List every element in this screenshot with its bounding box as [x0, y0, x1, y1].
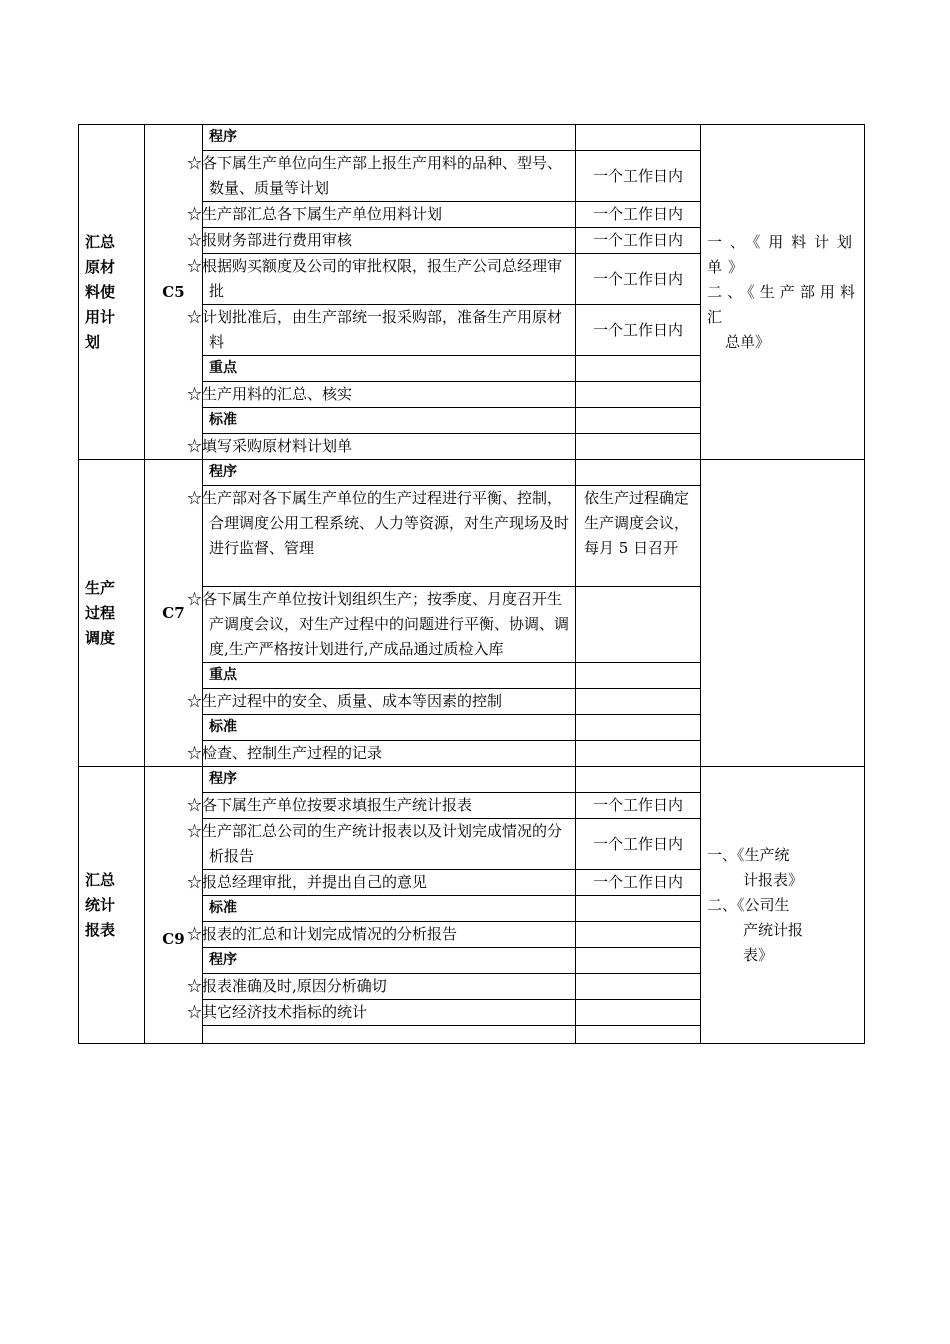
row-time: 一个工作日内 [576, 151, 701, 202]
section-name-line: 划 [85, 332, 101, 351]
row-time [576, 663, 701, 689]
section-docs [701, 460, 865, 767]
row-text: ☆检查、控制生产过程的记录 [203, 741, 576, 767]
section-name-line: 统计 [85, 895, 116, 914]
row-text: ☆报财务部进行费用审核 [203, 228, 576, 254]
table-row [79, 125, 865, 151]
row-time: 一个工作日内 [576, 819, 701, 870]
row-text: ☆计划批准后，由生产部统一报采购部，准备生产用原材料 [203, 305, 576, 356]
section-name-line: 调度 [85, 628, 116, 647]
row-text: ☆报表准确及时,原因分析确切 [203, 974, 576, 1000]
row-text: ☆生产过程中的安全、质量、成本等因素的控制 [203, 689, 576, 715]
doc-line: 一、《生产统 [707, 845, 790, 864]
row-heading: 程序 [203, 948, 576, 974]
section-docs [701, 767, 865, 1044]
section-name-line: 过程 [85, 603, 116, 622]
row-time [576, 125, 701, 151]
row-text: ☆各下属生产单位按要求填报生产统计报表 [203, 793, 576, 819]
table-row [79, 460, 865, 486]
row-time [576, 948, 701, 974]
table-row [79, 767, 865, 793]
section-name-line: 生产 [85, 578, 116, 597]
row-time [576, 689, 701, 715]
row-text: ☆报表的汇总和计划完成情况的分析报告 [203, 922, 576, 948]
row-heading: 重点 [203, 356, 576, 382]
doc-line: 计报表》 [743, 870, 804, 889]
section-code: C7 [145, 460, 203, 767]
process-table [78, 124, 865, 1044]
row-text: ☆生产部汇总公司的生产统计报表以及计划完成情况的分析报告 [203, 819, 576, 870]
row-time [576, 715, 701, 741]
row-time [576, 922, 701, 948]
row-heading: 标准 [203, 715, 576, 741]
row-heading: 重点 [203, 663, 576, 689]
row-time [576, 587, 701, 663]
section-name-line: 汇总 [85, 232, 116, 251]
section-name [79, 460, 145, 767]
section-docs [701, 125, 865, 460]
row-text: ☆各下属生产单位向生产部上报生产用料的品种、型号、数量、质量等计划 [203, 151, 576, 202]
row-time: 一个工作日内 [576, 305, 701, 356]
section-name-line: 料使 [85, 282, 116, 301]
row-time: 一个工作日内 [576, 870, 701, 896]
doc-line: 产统计报 [743, 920, 804, 939]
section-name-line: 原材 [85, 257, 116, 276]
row-time: 依生产过程确定生产调度会议，每月 5 日召开 [576, 486, 701, 587]
row-text: ☆生产部汇总各下属生产单位用料计划 [203, 202, 576, 228]
doc-line: 一、《用料计划单》 [707, 232, 858, 276]
section-name-line: 报表 [85, 920, 116, 939]
row-text: ☆生产部对各下属生产单位的生产过程进行平衡、控制，合理调度公用工程系统、人力等资源，对生产现场及时进行监督、管理 [203, 486, 576, 587]
row-time [576, 434, 701, 460]
section-code: C5 [145, 125, 203, 460]
row-time [576, 460, 701, 486]
row-time [576, 382, 701, 408]
section-name-line: 用计 [85, 307, 116, 326]
section-code: C9 [145, 767, 203, 1044]
process-table-body [79, 125, 865, 1044]
row-text: ☆根据购买额度及公司的审批权限，报生产公司总经理审批 [203, 254, 576, 305]
section-name-line: 汇总 [85, 870, 116, 889]
row-time: 一个工作日内 [576, 254, 701, 305]
row-heading: 程序 [203, 460, 576, 486]
doc-line: 二、《生产部用料汇 [707, 282, 858, 326]
row-text: ☆生产用料的汇总、核实 [203, 382, 576, 408]
doc-line: 总单》 [725, 332, 771, 351]
row-time [576, 974, 701, 1000]
doc-line: 二、《公司生 [707, 895, 790, 914]
row-time [576, 1000, 701, 1026]
doc-line: 表》 [743, 945, 774, 964]
row-heading: 标准 [203, 408, 576, 434]
row-time: 一个工作日内 [576, 228, 701, 254]
row-time [576, 356, 701, 382]
row-heading: 程序 [203, 125, 576, 151]
row-time: 一个工作日内 [576, 202, 701, 228]
row-time [576, 1026, 701, 1044]
row-time [576, 896, 701, 922]
row-heading: 标准 [203, 896, 576, 922]
row-text: ☆其它经济技术指标的统计 [203, 1000, 576, 1026]
row-text: ☆报总经理审批，并提出自己的意见 [203, 870, 576, 896]
row-heading: 程序 [203, 767, 576, 793]
row-text: ☆填写采购原材料计划单 [203, 434, 576, 460]
row-time [576, 408, 701, 434]
row-text: ☆各下属生产单位按计划组织生产；按季度、月度召开生产调度会议，对生产过程中的问题进行平衡、协调、调度,生产严格按计划进行,产成品通过质检入库 [203, 587, 576, 663]
row-time [576, 741, 701, 767]
row-time: 一个工作日内 [576, 793, 701, 819]
row-time [576, 767, 701, 793]
section-name [79, 767, 145, 1044]
row-text [203, 1026, 576, 1044]
section-name [79, 125, 145, 460]
